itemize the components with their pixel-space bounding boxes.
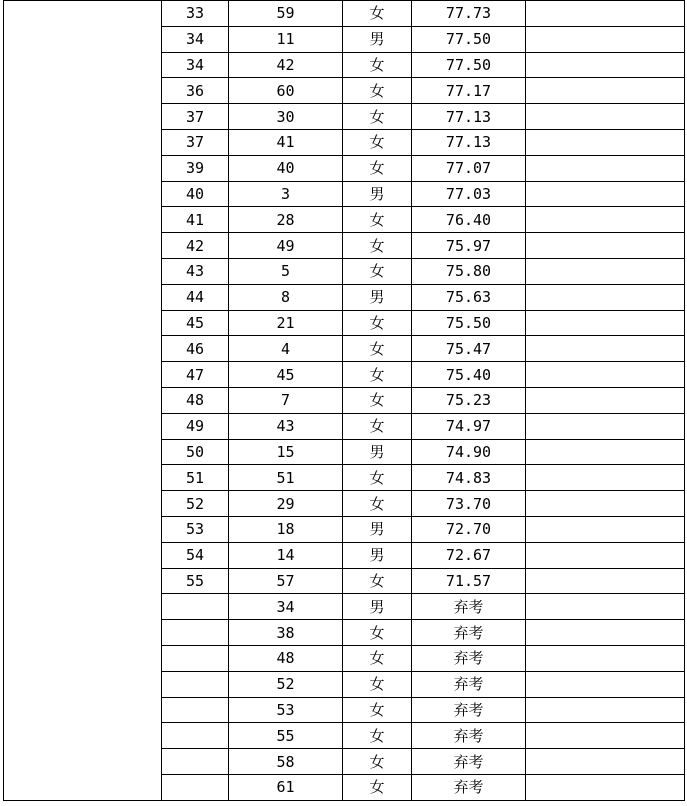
rank-cell: 53: [162, 516, 229, 542]
candidate-id-cell: 40: [229, 155, 343, 181]
gender-cell: 女: [343, 671, 412, 697]
score-cell: 71.57: [412, 568, 526, 594]
candidate-id-cell: 55: [229, 723, 343, 749]
note-cell: [526, 413, 685, 439]
candidate-id-cell: 59: [229, 1, 343, 27]
note-cell: [526, 594, 685, 620]
candidate-id-cell: 11: [229, 26, 343, 52]
candidate-id-cell: 21: [229, 310, 343, 336]
note-cell: [526, 749, 685, 775]
rank-cell: 40: [162, 181, 229, 207]
note-cell: [526, 52, 685, 78]
gender-cell: 女: [343, 362, 412, 388]
gender-cell: 男: [343, 439, 412, 465]
score-cell: 77.50: [412, 52, 526, 78]
candidate-id-cell: 8: [229, 284, 343, 310]
rank-cell: 46: [162, 336, 229, 362]
candidate-id-cell: 45: [229, 362, 343, 388]
rank-cell: 47: [162, 362, 229, 388]
gender-cell: 女: [343, 104, 412, 130]
note-cell: [526, 155, 685, 181]
gender-cell: 女: [343, 78, 412, 104]
candidate-id-cell: 48: [229, 645, 343, 671]
gender-cell: 女: [343, 258, 412, 284]
score-cell: 弃考: [412, 671, 526, 697]
note-cell: [526, 723, 685, 749]
rank-cell: 37: [162, 129, 229, 155]
rank-cell: 34: [162, 52, 229, 78]
score-cell: 弃考: [412, 697, 526, 723]
rank-cell: 39: [162, 155, 229, 181]
candidate-id-cell: 29: [229, 491, 343, 517]
candidate-id-cell: 5: [229, 258, 343, 284]
candidate-id-cell: 14: [229, 542, 343, 568]
candidate-id-cell: 41: [229, 129, 343, 155]
score-cell: 77.13: [412, 129, 526, 155]
score-cell: 弃考: [412, 723, 526, 749]
gender-cell: 女: [343, 310, 412, 336]
score-cell: 75.63: [412, 284, 526, 310]
gender-cell: 男: [343, 594, 412, 620]
candidate-id-cell: 30: [229, 104, 343, 130]
rank-cell: 36: [162, 78, 229, 104]
candidate-id-cell: 57: [229, 568, 343, 594]
candidate-id-cell: 4: [229, 336, 343, 362]
note-cell: [526, 568, 685, 594]
candidate-id-cell: 58: [229, 749, 343, 775]
gender-cell: 男: [343, 26, 412, 52]
rank-cell: 45: [162, 310, 229, 336]
score-cell: 弃考: [412, 774, 526, 800]
rank-cell: 37: [162, 104, 229, 130]
gender-cell: 女: [343, 336, 412, 362]
gender-cell: 女: [343, 155, 412, 181]
score-cell: 77.07: [412, 155, 526, 181]
note-cell: [526, 78, 685, 104]
score-cell: 弃考: [412, 749, 526, 775]
score-cell: 77.73: [412, 1, 526, 27]
group-cell: [4, 1, 162, 801]
rank-cell: 44: [162, 284, 229, 310]
gender-cell: 男: [343, 284, 412, 310]
note-cell: [526, 362, 685, 388]
note-cell: [526, 542, 685, 568]
candidate-id-cell: 53: [229, 697, 343, 723]
gender-cell: 女: [343, 1, 412, 27]
score-cell: 72.70: [412, 516, 526, 542]
note-cell: [526, 233, 685, 259]
note-cell: [526, 671, 685, 697]
rank-cell: 33: [162, 1, 229, 27]
score-cell: 75.47: [412, 336, 526, 362]
candidate-id-cell: 49: [229, 233, 343, 259]
gender-cell: 女: [343, 129, 412, 155]
gender-cell: 女: [343, 207, 412, 233]
candidate-id-cell: 7: [229, 387, 343, 413]
note-cell: [526, 645, 685, 671]
rank-cell: 54: [162, 542, 229, 568]
note-cell: [526, 310, 685, 336]
score-cell: 74.90: [412, 439, 526, 465]
note-cell: [526, 181, 685, 207]
score-cell: 75.97: [412, 233, 526, 259]
gender-cell: 女: [343, 568, 412, 594]
gender-cell: 女: [343, 749, 412, 775]
gender-cell: 女: [343, 723, 412, 749]
rank-cell: 50: [162, 439, 229, 465]
candidate-id-cell: 60: [229, 78, 343, 104]
rank-cell: 55: [162, 568, 229, 594]
gender-cell: 女: [343, 697, 412, 723]
candidate-id-cell: 15: [229, 439, 343, 465]
note-cell: [526, 516, 685, 542]
score-cell: 弃考: [412, 594, 526, 620]
score-cell: 77.03: [412, 181, 526, 207]
note-cell: [526, 620, 685, 646]
score-cell: 75.80: [412, 258, 526, 284]
candidate-id-cell: 43: [229, 413, 343, 439]
note-cell: [526, 439, 685, 465]
rank-cell: 52: [162, 491, 229, 517]
score-cell: 77.50: [412, 26, 526, 52]
candidate-id-cell: 52: [229, 671, 343, 697]
score-cell: 77.17: [412, 78, 526, 104]
gender-cell: 女: [343, 465, 412, 491]
gender-cell: 女: [343, 413, 412, 439]
rank-cell: [162, 774, 229, 800]
score-cell: 76.40: [412, 207, 526, 233]
rank-cell: 49: [162, 413, 229, 439]
score-cell: 75.23: [412, 387, 526, 413]
rank-cell: [162, 671, 229, 697]
candidate-id-cell: 28: [229, 207, 343, 233]
rank-cell: 34: [162, 26, 229, 52]
results-table-body: [4, 1, 685, 801]
gender-cell: 女: [343, 645, 412, 671]
note-cell: [526, 1, 685, 27]
score-cell: 75.40: [412, 362, 526, 388]
score-cell: 77.13: [412, 104, 526, 130]
rank-cell: 51: [162, 465, 229, 491]
note-cell: [526, 465, 685, 491]
candidate-id-cell: 38: [229, 620, 343, 646]
note-cell: [526, 491, 685, 517]
score-cell: 弃考: [412, 645, 526, 671]
score-cell: 弃考: [412, 620, 526, 646]
note-cell: [526, 26, 685, 52]
rank-cell: [162, 620, 229, 646]
note-cell: [526, 697, 685, 723]
rank-cell: [162, 594, 229, 620]
note-cell: [526, 104, 685, 130]
gender-cell: 女: [343, 387, 412, 413]
rank-cell: [162, 697, 229, 723]
note-cell: [526, 258, 685, 284]
rank-cell: 42: [162, 233, 229, 259]
rank-cell: [162, 645, 229, 671]
score-cell: 73.70: [412, 491, 526, 517]
gender-cell: 女: [343, 620, 412, 646]
score-cell: 75.50: [412, 310, 526, 336]
rank-cell: 41: [162, 207, 229, 233]
gender-cell: 女: [343, 233, 412, 259]
score-cell: 74.97: [412, 413, 526, 439]
gender-cell: 男: [343, 516, 412, 542]
score-cell: 72.67: [412, 542, 526, 568]
rank-cell: 48: [162, 387, 229, 413]
results-table: [3, 0, 685, 801]
candidate-id-cell: 42: [229, 52, 343, 78]
gender-cell: 男: [343, 181, 412, 207]
rank-cell: [162, 723, 229, 749]
note-cell: [526, 336, 685, 362]
candidate-id-cell: 18: [229, 516, 343, 542]
candidate-id-cell: 3: [229, 181, 343, 207]
gender-cell: 女: [343, 491, 412, 517]
candidate-id-cell: 34: [229, 594, 343, 620]
gender-cell: 女: [343, 774, 412, 800]
note-cell: [526, 387, 685, 413]
note-cell: [526, 774, 685, 800]
candidate-id-cell: 61: [229, 774, 343, 800]
gender-cell: 女: [343, 52, 412, 78]
note-cell: [526, 284, 685, 310]
score-cell: 74.83: [412, 465, 526, 491]
candidate-id-cell: 51: [229, 465, 343, 491]
gender-cell: 男: [343, 542, 412, 568]
rank-cell: [162, 749, 229, 775]
note-cell: [526, 207, 685, 233]
table-row: [4, 1, 685, 27]
rank-cell: 43: [162, 258, 229, 284]
note-cell: [526, 129, 685, 155]
